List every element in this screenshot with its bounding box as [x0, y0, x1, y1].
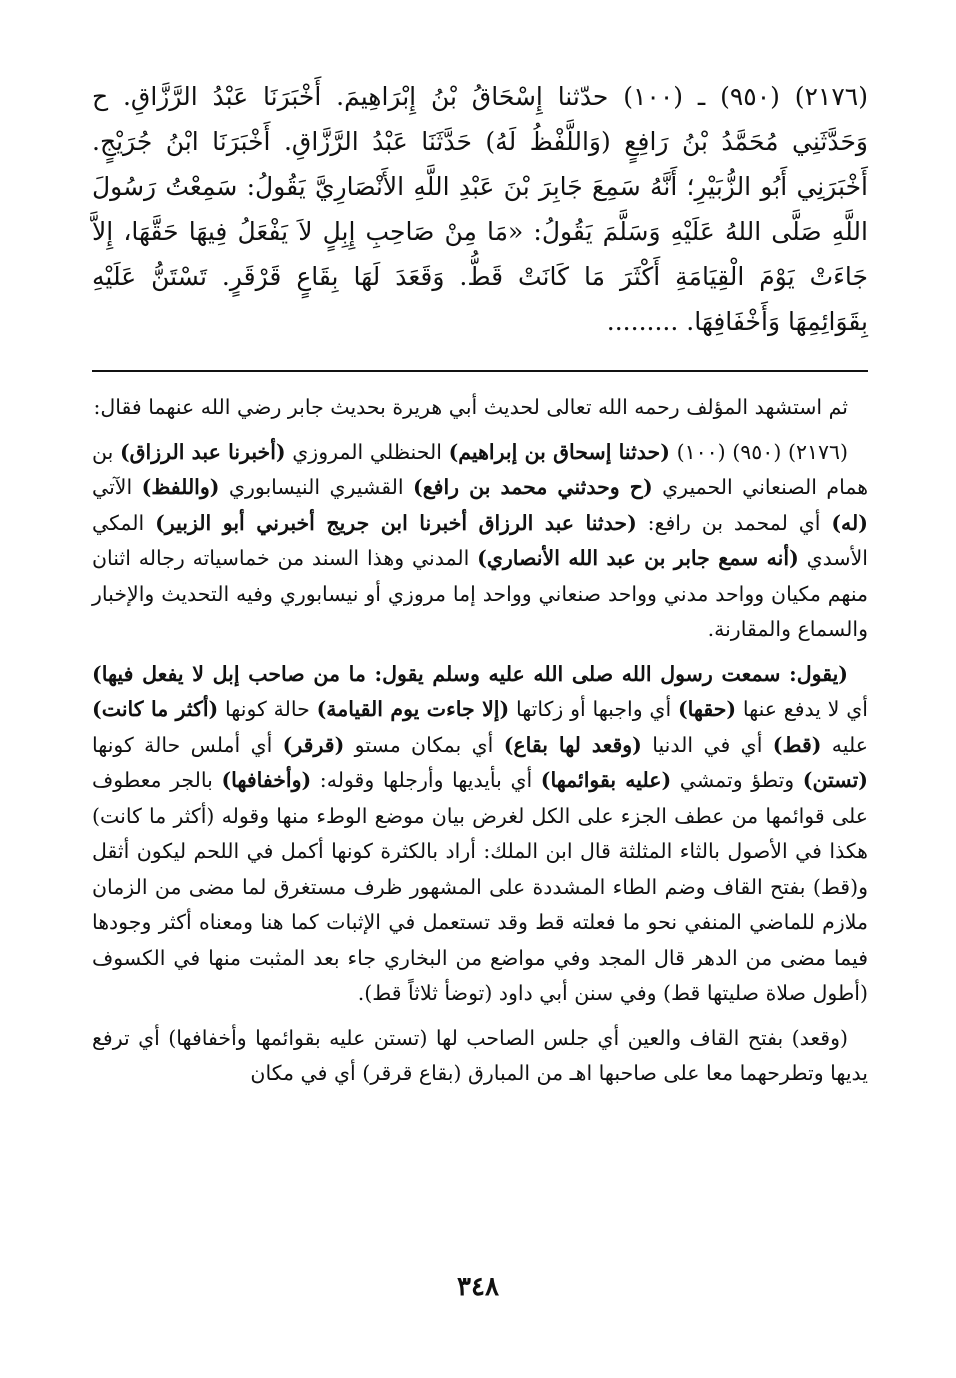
text-span: الآتي — [92, 475, 142, 499]
text-span: أي أملس حالة كونها — [92, 732, 283, 757]
commentary-isnad-paragraph — [92, 435, 868, 648]
text-span: وتطؤ وتمشي — [671, 768, 803, 792]
bold-quote: (أنه سمع جابر بن عبد الله الأنصاري) — [477, 546, 799, 570]
hadith-text: (٢١٧٦) (٩٥٠) ـ (١٠٠) حدّثنا إِسْحَاقُ بْنُ إِبْرَاهِيمَ. أَخْبَرَنَا عَبْدُ الرَّزَّاقِ. ح وَحَدَّثَنِي مُحَمَّدُ بْنُ رَافِعٍ (وَاللَّفْظُ لَهُ) حَدَّثَنَا عَبْدُ الرَّزَّاقِ. أَخْبَرَنَا ابْنُ جُرَيْجٍ. أَخْبَرَنِي أَبُو الزُّبَيْرِ؛ أَنَّهُ سَمِعَ جَابِرَ بْنَ عَبْدِ اللَّهِ الأَنْصَارِيَّ يَقُولُ: سَمِعْتُ رَسُولَ اللَّهِ صَلَّى اللهُ عَلَيْهِ وَسَلَّمَ يَقُولُ: «مَا مِنْ صَاحِبِ إِبِلٍ لاَ يَفْعَلُ فِيهَا حَقَّهَا، إِلاَّ جَاءَتْ يَوْمَ الْقِيَامَةِ أَكْثَرَ مَا كَانَتْ قَطُّ. وَقَعَدَ لَهَا بِقَاعٍ قَرْقَرٍ. تَسْتَنُّ عَلَيْهِ بِقَوَائِمِهَا وَأَخْفَافِهَا. ......... — [92, 82, 868, 336]
text-span: بن همام الصنعاني الحميري — [92, 439, 869, 499]
commentary-intro: ثم استشهد المؤلف رحمه الله تعالى لحديث أبي هريرة بحديث جابر رضي الله عنهما فقال: — [93, 395, 848, 419]
bold-quote: (له) — [831, 510, 868, 535]
text-span: الحنظلي المروزي — [285, 439, 449, 464]
page-number: ٣٤٨ — [457, 1272, 499, 1302]
bold-quote: (يقول: سمعت رسول الله صلى الله عليه وسلم يقول: ما من صاحب إبل لا يفعل فيها) — [92, 661, 848, 686]
bold-quote: (حدثنا عبد الرزاق أخبرنا ابن جريج أخبرني أبو الزبير) — [155, 510, 637, 535]
bold-quote: (عليه بقوائمها) — [540, 768, 672, 792]
text-span: حالة كونها — [218, 697, 317, 721]
bold-quote: (حقها) — [677, 697, 737, 721]
text-span: بالجر معطوف على قوائمها من عطف الجزء على الكل لغرض بيان موضع الوطء منها وقوله (أكثر ما كانت) هكذا في الأصول بالثاء المثلثة قال ابن الملك: أراد بالكثرة كونها أكمل في اللحم ليكون أثقل و(قط) بفتح القاف وضم الطاء المشددة على المشهور ظرف مستغرق لما مضى من الزمان ملازم للماضي المنفي نحو ما فعلته قط وقد تستعمل في الإثبات كما هنا ومعناه أكثر وجودها فيما مضى من الدهر قال المجد وفي مواضع من البخاري جاء بعد المثبت منها في الكسوف (أطول صلاة صليتها قط) وفي سنن أبي داود (توضأ ثلاثاً قط). — [92, 768, 868, 1005]
text-span: أي واجبها أو زكاتها — [509, 697, 678, 721]
bold-quote: (وقعد لها بقاع) — [503, 732, 642, 757]
text-span: أي بمكان مستو — [344, 732, 504, 757]
commentary — [92, 390, 868, 1092]
bold-quote: (ح وحدثني محمد بن رافع) — [413, 475, 653, 499]
bold-quote: (حدثنا إسحاق بن إبراهيم) — [448, 439, 670, 464]
bold-quote: (قرقر) — [282, 732, 345, 757]
text-span: أي في الدنيا — [641, 732, 773, 757]
text-span: أي بأيديها وأرجلها وقوله: — [311, 768, 541, 792]
bold-quote: (وأخفافها) — [221, 768, 312, 792]
bold-quote: (واللفظ) — [141, 475, 220, 499]
text-span: القشيري النيسابوري — [219, 475, 414, 499]
bold-quote: (أكثر ما كانت) — [92, 697, 219, 721]
bold-quote: (أخبرنا عبد الرزاق) — [119, 439, 286, 464]
bold-quote: (إلا جاءت يوم القيامة) — [316, 697, 510, 721]
section-divider — [92, 370, 868, 372]
text-span: أي لمحمد بن رافع: — [636, 510, 832, 535]
bold-quote: (قط) — [772, 732, 822, 757]
text-span: المكي الأسدي — [92, 510, 868, 570]
page-body — [92, 74, 868, 1354]
text-span: المدني وهذا السند من خماسياته رجاله اثنان منهم مكيان وواحد مدني وواحد صنعاني وواحد إما مروزي أو نيسابوري وفيه التحديث والإخبار والسماع والمقارنة. — [92, 546, 868, 641]
commentary-matn-paragraph — [92, 657, 868, 1012]
text-span: أي لا يدفع عنها — [736, 697, 868, 721]
text-span: (٢١٧٦) (٩٥٠) (١٠٠) — [669, 439, 848, 464]
bold-quote: (تستن) — [802, 768, 868, 792]
text-span: عليه — [821, 732, 869, 757]
commentary-final-paragraph: (وقعد) بفتح القاف والعين أي جلس الصاحب لها (تستن عليه بقوائمها وأخفافها) أي ترفع يديها وتطرحهما معا على صاحبها اهـ من المبارق (بقاع قرقر) أي في مكان — [92, 1025, 868, 1085]
